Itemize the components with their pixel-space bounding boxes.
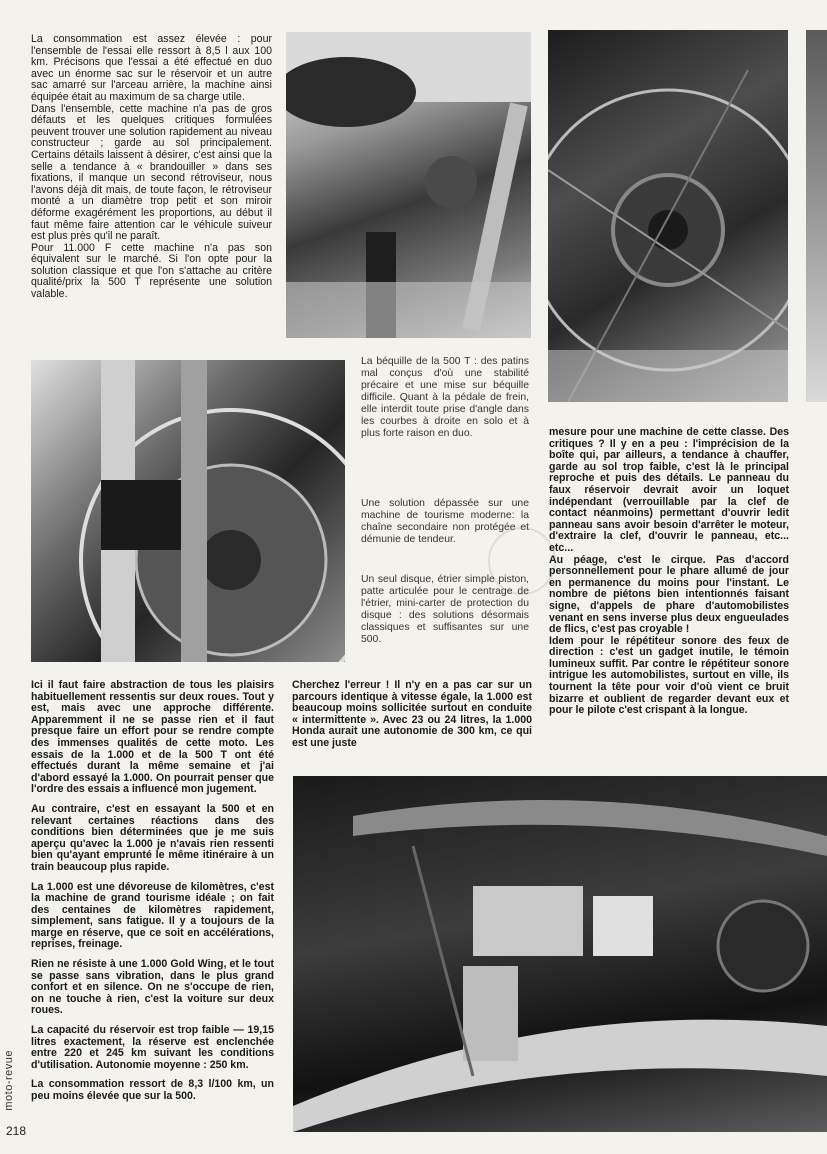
intro-paragraph: Pour 11.000 F cette machine n'a pas son équivalent sur le marché. Si l'on opte pour la solution classique et que l'on s'attache au critère qualité/prix la 500 T représente une solution valable. (31, 241, 272, 301)
caption-chain: Une solution dépassée sur une machine de tourisme moderne: la chaîne secondaire non protégée et démunie de tendeur. (361, 498, 529, 545)
photo-chain (548, 30, 788, 402)
right-column-text (549, 427, 789, 717)
right-paragraph: mesure pour une machine de cette classe. Des critiques ? Il y en a peu : l'imprécision de la boîte qui, par ailleurs, a tendance à chauffer, garde au sol trop faible, c'est là le principal reproche et puis des détails. Le panneau du faux réservoir devrait avoir un loquet indépendant (verrouillable par la clef de contact néanmoins) permettant d'ouvrir ledit panneau sans avoir besoin d'arrêter le moteur, d'extraire la clef, d'ouvrir le panneau, etc... etc... (549, 426, 789, 554)
photo-kickstand (286, 32, 531, 338)
left-paragraph: La capacité du réservoir est trop faible — 19,15 litres exactement, la réserve est enclenchée entre 220 et 245 km suivant les conditions d'utilisation. Autonomie moyenne : 250 km. (31, 1024, 274, 1071)
photo-engine-compartment (293, 776, 827, 1132)
magazine-name: moto-revue (3, 1050, 15, 1111)
intro-paragraph: La consommation est assez élevée : pour l'ensemble de l'essai elle ressort à 8,5 l aux 100 km. Précisons que l'essai a été effectué en duo avec un énorme sac sur le réservoir et un autre sac amarré sur l'arceau arrière, la machine ainsi équipée était au maximum de sa charge utile. (31, 33, 272, 103)
middle-column-text: Cherchez l'erreur ! Il n'y en a pas car sur un parcours identique à vitesse égale, la 1.000 est beaucoup moins sollicitée surtout en conduite « intermittente ». Avec 23 ou 24 litres, la 1.000 Honda aurait une autonomie de 300 km, ce qui est une juste (292, 679, 532, 749)
left-paragraph: La consommation ressort de 8,3 l/100 km, un peu moins élevée que sur la 500. (31, 1078, 274, 1102)
left-paragraph: La 1.000 est une dévoreuse de kilomètres, c'est la machine de grand tourisme idéale ; on fait des centaines de kilomètres rapidement, simplement, sans fatigue. Il y a toujours de la marge en réserve, que ce soit en accélérations, reprises, freinage. (31, 880, 274, 951)
photo-disc-brake (31, 360, 345, 662)
right-paragraph: Au péage, c'est le cirque. Pas d'accord personnellement pour le phare allumé de jour en permanence du moins pour l'instant. Le nombre de piétons bien intentionnés faisant signe, d'appels de phare d'automobilistes venant en sens inverse plus deux engueulades de flics, c'est pas croyable ! (549, 553, 789, 636)
left-paragraph: Ici il faut faire abstraction de tous les plaisirs habituellement ressentis sur deux roues. Tout y est, mais avec une approche différente. Apparemment il ne se passe rien et il faut presque faire un effort pour se rendre compte des immenses qualités de cette moto. Les essais de la 1.000 et de la 500 T ont été effectués durant la même semaine et j'ai d'abord essayé la 1.000. On pourrait penser que l'ordre des essais a influencé mon jugement. (31, 679, 274, 796)
left-paragraph: Au contraire, c'est en essayant la 500 et en relevant certaines réactions dans des conditions bien déterminées que je me suis aperçu qu'avec la 1.000 je n'avais rien ressenti bien qu'ayant emprunté le même itinéraire à un train beaucoup plus rapide. (31, 802, 274, 873)
intro-paragraph: Dans l'ensemble, cette machine n'a pas de gros défauts et les quelques critiques formulées peuvent trouver une solution rapidement au niveau constructeur ; garde au sol principalement. Certains détails laissent à désirer, c'est ainsi que la selle a tendance à « brandouiller » dans ses fixations, il manque un second rétroviseur, nous l'avons déjà dit mais, de toute façon, le rétroviseur monté a un diamètre trop petit et son miroir déforme exagérément les proportions, au début il faut même faire attention car le véhicule suiveur est plus près qu'il ne paraît. (31, 102, 272, 243)
left-paragraph: Rien ne résiste à une 1.000 Gold Wing, et le tout se passe sans vibration, dans le plus grand confort et en silence. On ne s'occupe de rien, on ne touche à rien, c'est la voiture sur deux roues. (31, 958, 274, 1017)
intro-text (31, 34, 272, 301)
photo-edge (806, 30, 827, 402)
caption-kickstand: La béquille de la 500 T : des patins mal conçus d'où une stabilité précaire et une mise sur béquille difficile. Quant à la pédale de frein, elle interdit toute prise d'angle dans les courbes à droite en solo et à plus forte raison en duo. (361, 356, 529, 439)
page-number: 218 (6, 1124, 27, 1138)
left-column-text (31, 680, 274, 1111)
caption-disc: Un seul disque, étrier simple piston, patte articulée pour le centrage de l'étrier, mini-carter de protection du disque : des solutions désormais classiques et suffisantes sur une 500. (361, 574, 529, 645)
right-paragraph: Idem pour le répétiteur sonore des feux de direction : c'est un gadget inutile, le témoin lumineux suffit. Par contre le répétiteur sonore intrigue les automobilistes, surtout en ville, ils tournent la tête pour voir d'où vient ce bruit bizarre et oublient de regarder devant eux et pour le pilote c'est crispant à la longue. (549, 634, 789, 717)
